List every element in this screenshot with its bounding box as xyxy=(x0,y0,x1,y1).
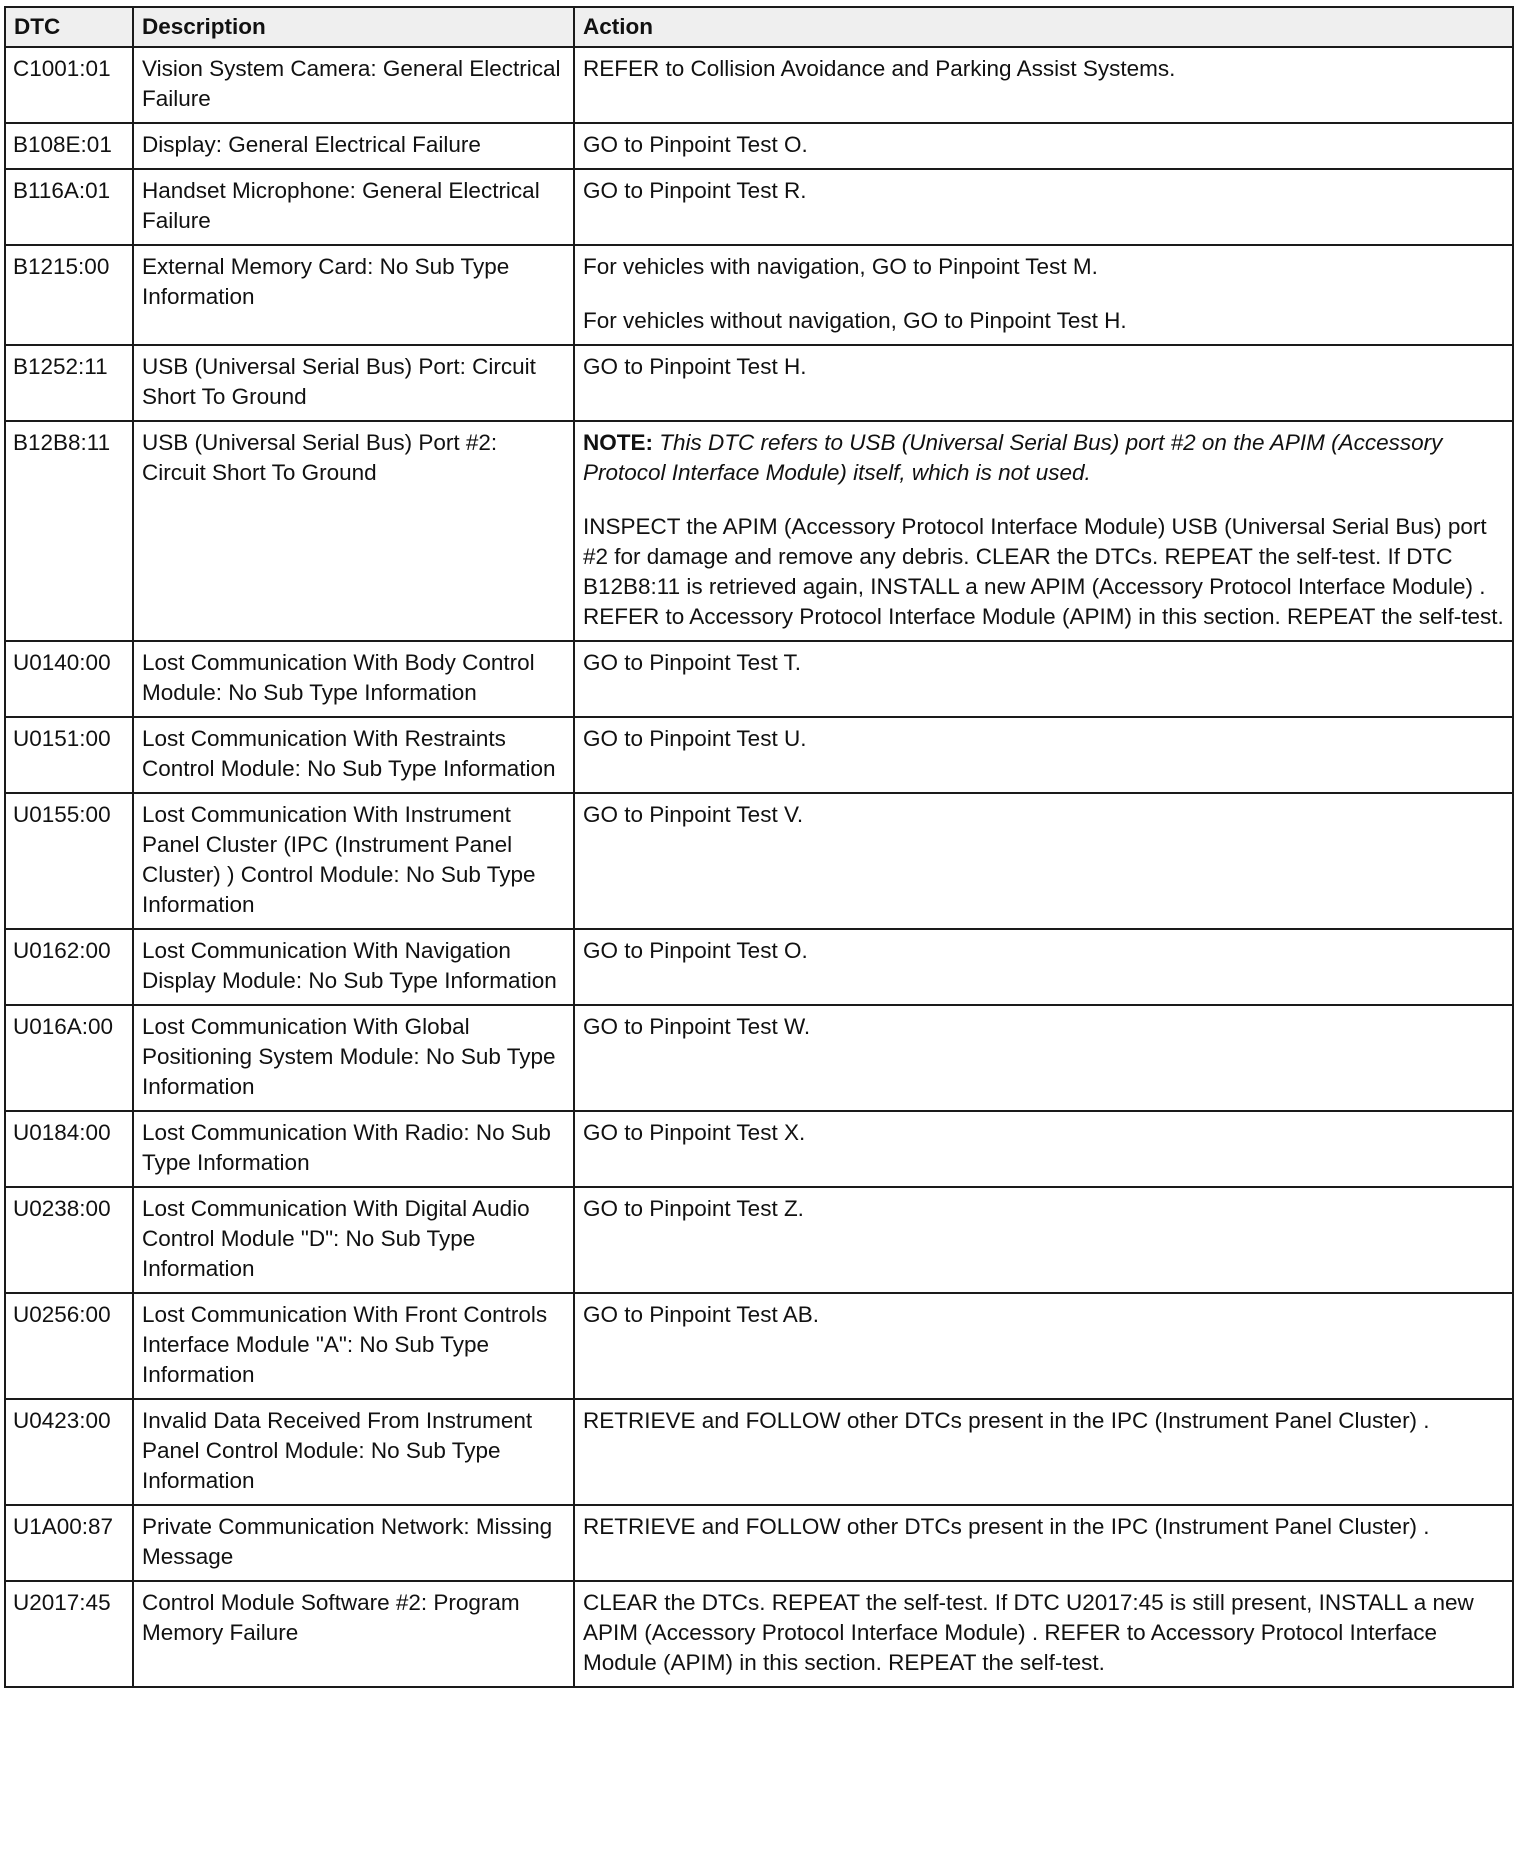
dtc-description: Vision System Camera: General Electrical Failure xyxy=(133,47,574,123)
dtc-action xyxy=(574,47,1513,123)
dtc-code: U1A00:87 xyxy=(5,1505,133,1581)
dtc-code: U0423:00 xyxy=(5,1399,133,1505)
dtc-action xyxy=(574,1399,1513,1505)
table-row xyxy=(5,345,1513,421)
table-row xyxy=(5,245,1513,345)
dtc-description: External Memory Card: No Sub Type Information xyxy=(133,245,574,345)
table-row xyxy=(5,1005,1513,1111)
dtc-code: U016A:00 xyxy=(5,1005,133,1111)
dtc-code: U0184:00 xyxy=(5,1111,133,1187)
dtc-action xyxy=(574,929,1513,1005)
table-row xyxy=(5,1111,1513,1187)
action-paragraph: GO to Pinpoint Test O. xyxy=(583,938,808,963)
table-row xyxy=(5,1399,1513,1505)
document-page xyxy=(4,6,1512,1688)
dtc-action xyxy=(574,245,1513,345)
dtc-description: Lost Communication With Restraints Control Module: No Sub Type Information xyxy=(133,717,574,793)
dtc-code: B108E:01 xyxy=(5,123,133,169)
action-paragraph: GO to Pinpoint Test H. xyxy=(583,354,807,379)
dtc-description: Invalid Data Received From Instrument Panel Control Module: No Sub Type Information xyxy=(133,1399,574,1505)
table-row xyxy=(5,47,1513,123)
table-row xyxy=(5,1293,1513,1399)
dtc-code: U0162:00 xyxy=(5,929,133,1005)
dtc-action xyxy=(574,1505,1513,1581)
dtc-description: Lost Communication With Global Positioning System Module: No Sub Type Information xyxy=(133,1005,574,1111)
dtc-action xyxy=(574,1293,1513,1399)
dtc-code: B1215:00 xyxy=(5,245,133,345)
action-paragraph: REFER to Collision Avoidance and Parking Assist Systems. xyxy=(583,56,1176,81)
table-row xyxy=(5,169,1513,245)
dtc-action xyxy=(574,1581,1513,1687)
table-row xyxy=(5,641,1513,717)
table-row xyxy=(5,1505,1513,1581)
table-row xyxy=(5,717,1513,793)
action-paragraph: GO to Pinpoint Test Z. xyxy=(583,1196,804,1221)
header-dtc: DTC xyxy=(5,7,133,47)
dtc-code: C1001:01 xyxy=(5,47,133,123)
dtc-description: Lost Communication With Body Control Module: No Sub Type Information xyxy=(133,641,574,717)
dtc-description: USB (Universal Serial Bus) Port: Circuit Short To Ground xyxy=(133,345,574,421)
dtc-action xyxy=(574,123,1513,169)
action-paragraph: GO to Pinpoint Test W. xyxy=(583,1014,811,1039)
dtc-action xyxy=(574,1187,1513,1293)
dtc-description: Lost Communication With Instrument Panel Cluster (IPC (Instrument Panel Cluster) ) Control Module: No Sub Type Information xyxy=(133,793,574,929)
dtc-action xyxy=(574,793,1513,929)
table-row xyxy=(5,123,1513,169)
dtc-description: Handset Microphone: General Electrical Failure xyxy=(133,169,574,245)
dtc-action xyxy=(574,717,1513,793)
dtc-action xyxy=(574,641,1513,717)
dtc-code: U0238:00 xyxy=(5,1187,133,1293)
dtc-action xyxy=(574,421,1513,641)
note-label: NOTE: xyxy=(583,430,653,455)
dtc-description: Lost Communication With Radio: No Sub Type Information xyxy=(133,1111,574,1187)
action-paragraph: GO to Pinpoint Test U. xyxy=(583,726,807,751)
note-text: This DTC refers to USB (Universal Serial Bus) port #2 on the APIM (Accessory Protocol Interface Module) itself, which is not used. xyxy=(583,430,1443,485)
action-paragraph: For vehicles with navigation, GO to Pinpoint Test M. xyxy=(583,254,1098,279)
action-paragraph: GO to Pinpoint Test AB. xyxy=(583,1302,819,1327)
table-body xyxy=(5,47,1513,1687)
dtc-description: Private Communication Network: Missing Message xyxy=(133,1505,574,1581)
dtc-code: B116A:01 xyxy=(5,169,133,245)
dtc-code: U0140:00 xyxy=(5,641,133,717)
note xyxy=(583,428,1506,488)
dtc-table xyxy=(4,6,1514,1688)
dtc-action xyxy=(574,345,1513,421)
dtc-code: U0151:00 xyxy=(5,717,133,793)
dtc-description: Lost Communication With Front Controls Interface Module "A": No Sub Type Information xyxy=(133,1293,574,1399)
dtc-action xyxy=(574,1005,1513,1111)
action-paragraph: RETRIEVE and FOLLOW other DTCs present in the IPC (Instrument Panel Cluster) . xyxy=(583,1514,1430,1539)
action-paragraph: GO to Pinpoint Test V. xyxy=(583,802,804,827)
dtc-code: U2017:45 xyxy=(5,1581,133,1687)
action-paragraph: CLEAR the DTCs. REPEAT the self-test. If DTC U2017:45 is still present, INSTALL a new APIM (Accessory Protocol Interface Module) . REFER to Accessory Protocol Interface Module (APIM) in this section. REPEAT the self-test. xyxy=(583,1590,1474,1675)
action-paragraph: For vehicles without navigation, GO to Pinpoint Test H. xyxy=(583,308,1127,333)
header-description: Description xyxy=(133,7,574,47)
action-paragraph: GO to Pinpoint Test O. xyxy=(583,132,808,157)
action-paragraph: GO to Pinpoint Test X. xyxy=(583,1120,806,1145)
action-paragraph: RETRIEVE and FOLLOW other DTCs present in the IPC (Instrument Panel Cluster) . xyxy=(583,1408,1430,1433)
dtc-description: USB (Universal Serial Bus) Port #2: Circuit Short To Ground xyxy=(133,421,574,641)
dtc-description: Lost Communication With Digital Audio Control Module "D": No Sub Type Information xyxy=(133,1187,574,1293)
table-row xyxy=(5,421,1513,641)
table-row xyxy=(5,1581,1513,1687)
dtc-action xyxy=(574,169,1513,245)
action-paragraph: INSPECT the APIM (Accessory Protocol Interface Module) USB (Universal Serial Bus) port #2 for damage and remove any debris. CLEAR the DTCs. REPEAT the self-test. If DTC B12B8:11 is retrieved again, INSTALL a new APIM (Accessory Protocol Interface Module) . REFER to Accessory Protocol Interface Module (APIM) in this section. REPEAT the self-test. xyxy=(583,514,1504,629)
header-action: Action xyxy=(574,7,1513,47)
dtc-code: U0256:00 xyxy=(5,1293,133,1399)
action-paragraph: GO to Pinpoint Test T. xyxy=(583,650,802,675)
dtc-code: B12B8:11 xyxy=(5,421,133,641)
header-row xyxy=(5,7,1513,47)
table-row xyxy=(5,929,1513,1005)
dtc-code: B1252:11 xyxy=(5,345,133,421)
dtc-description: Control Module Software #2: Program Memory Failure xyxy=(133,1581,574,1687)
dtc-description: Lost Communication With Navigation Display Module: No Sub Type Information xyxy=(133,929,574,1005)
table-row xyxy=(5,1187,1513,1293)
dtc-code: U0155:00 xyxy=(5,793,133,929)
table-row xyxy=(5,793,1513,929)
dtc-description: Display: General Electrical Failure xyxy=(133,123,574,169)
dtc-action xyxy=(574,1111,1513,1187)
action-paragraph: GO to Pinpoint Test R. xyxy=(583,178,807,203)
